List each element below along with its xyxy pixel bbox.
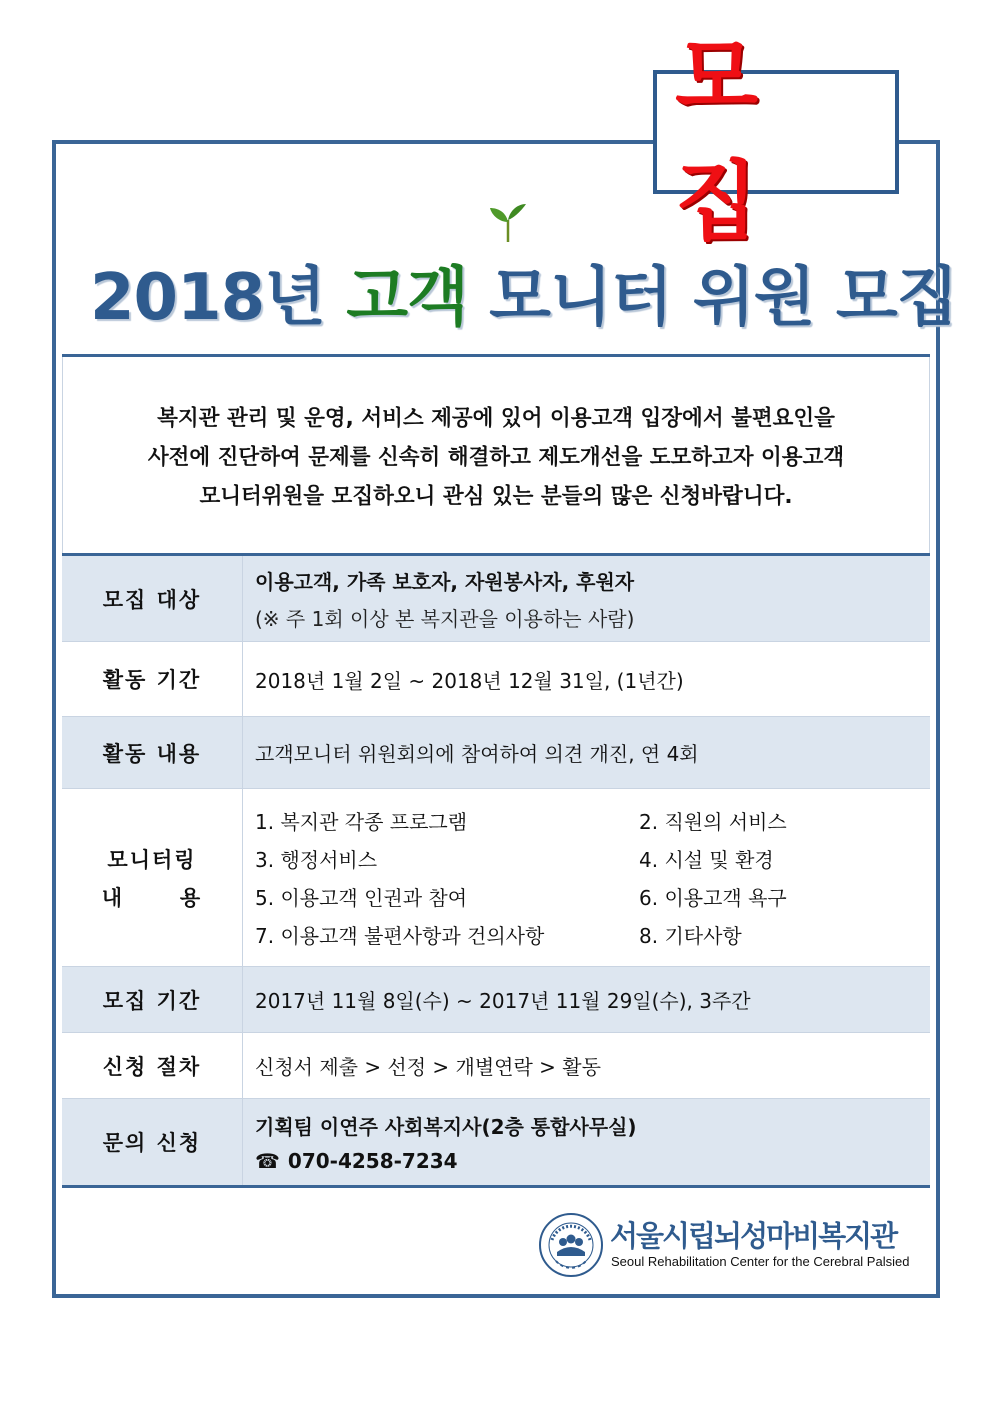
row-label bbox=[62, 789, 243, 967]
row-label: 모집 기간 bbox=[62, 967, 243, 1033]
row-label: 활동 내용 bbox=[62, 717, 243, 789]
list-item: 7. 이용고객 불편사항과 건의사항 bbox=[255, 924, 545, 948]
row-value: 고객모니터 위원회의에 참여하여 의견 개진, 연 4회 bbox=[243, 717, 931, 789]
row-label: 모집 대상 bbox=[62, 555, 243, 642]
label-line: 모니터링 bbox=[107, 847, 197, 872]
list-item: 4. 시설 및 환경 bbox=[639, 848, 774, 872]
list-item: 3. 행정서비스 bbox=[255, 848, 378, 872]
intro-line: 복지관 관리 및 운영, 서비스 제공에 있어 이용고객 입장에서 불편요인을 bbox=[157, 406, 835, 431]
row-value: 2018년 1월 2일 ~ 2018년 12월 31일, (1년간) bbox=[243, 642, 931, 717]
sprout-icon bbox=[488, 200, 528, 244]
intro-line: 사전에 진단하여 문제를 신속히 해결하고 제도개선을 도모하고자 이용고객 bbox=[147, 445, 845, 470]
row-value: 신청서 제출 > 선정 > 개별연락 > 활동 bbox=[243, 1033, 931, 1099]
org-name-english: Seoul Rehabilitation Center for the Cerebral Palsied bbox=[611, 1254, 910, 1269]
row-value bbox=[243, 1099, 931, 1187]
list-item: 8. 기타사항 bbox=[639, 924, 742, 948]
intro-box bbox=[62, 357, 930, 553]
telephone-icon: ☎ bbox=[255, 1149, 280, 1173]
monitoring-items bbox=[255, 806, 930, 949]
list-item: 5. 이용고객 인권과 참여 bbox=[255, 886, 468, 910]
table-row bbox=[62, 642, 930, 717]
row-value bbox=[243, 789, 931, 967]
recruit-badge: 모 bbox=[653, 70, 899, 194]
table-row bbox=[62, 789, 930, 967]
row-value: 2017년 11월 8일(수) ~ 2017년 11월 29일(수), 3주간 bbox=[243, 967, 931, 1033]
list-item: 6. 이용고객 욕구 bbox=[639, 886, 787, 910]
title-prefix: 2018년 bbox=[90, 261, 347, 335]
contact-main: 기획팀 이연주 사회복지사(2층 통합사무실) bbox=[255, 1115, 637, 1139]
footer-org bbox=[538, 1210, 938, 1276]
table-row bbox=[62, 555, 930, 642]
label-line: 내 용 bbox=[101, 885, 203, 910]
contact-phone: 070-4258-7234 bbox=[287, 1149, 458, 1173]
row-label: 신청 절차 bbox=[62, 1033, 243, 1099]
list-item: 2. 직원의 서비스 bbox=[639, 810, 787, 834]
intro-line: 모니터위원을 모집하오니 관심 있는 분들의 많은 신청바랍니다. bbox=[199, 484, 793, 509]
table-row bbox=[62, 967, 930, 1033]
table-row bbox=[62, 1033, 930, 1099]
target-main: 이용고객, 가족 보호자, 자원봉사자, 후원자 bbox=[255, 569, 635, 594]
org-seal-logo bbox=[538, 1212, 604, 1278]
table-row bbox=[62, 717, 930, 789]
target-sub: (※ 주 1회 이상 본 복지관을 이용하는 사람) bbox=[255, 606, 635, 631]
contact-phone-line bbox=[255, 1149, 930, 1173]
org-name-korean: 서울시립뇌성마비복지관 bbox=[610, 1219, 897, 1253]
list-item: 1. 복지관 각종 프로그램 bbox=[255, 810, 468, 834]
row-label: 활동 기간 bbox=[62, 642, 243, 717]
title-suffix: 모니터 위원 모집 bbox=[467, 261, 958, 335]
row-label: 문의 신청 bbox=[62, 1099, 243, 1187]
info-table bbox=[62, 553, 930, 1188]
title-highlight: 고객 bbox=[346, 261, 468, 335]
row-value bbox=[243, 555, 931, 642]
page-title bbox=[90, 246, 958, 338]
table-row bbox=[62, 1099, 930, 1187]
